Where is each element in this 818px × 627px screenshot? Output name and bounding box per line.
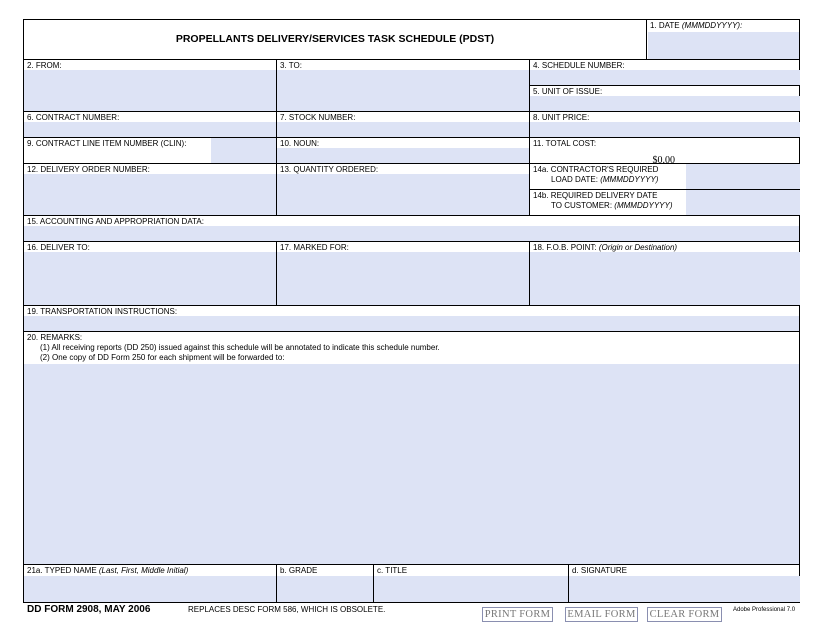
marked-for-label: 17. MARKED FOR:: [280, 243, 349, 252]
grade-label: b. GRADE: [280, 566, 318, 575]
accounting-label: 15. ACCOUNTING AND APPROPRIATION DATA:: [27, 217, 204, 226]
form-title: PROPELLANTS DELIVERY/SERVICES TASK SCHEDULE (PDST): [175, 33, 495, 45]
clear-form-button[interactable]: CLEAR FORM: [647, 607, 722, 622]
delivery-order-field[interactable]: [24, 174, 276, 215]
accounting-field[interactable]: [24, 226, 799, 241]
signature-label: d. SIGNATURE: [572, 566, 627, 575]
date-cell: [646, 20, 799, 59]
typed-name-field[interactable]: [24, 576, 276, 602]
required-delivery-label: 14b. REQUIRED DELIVERY DATE TO CUSTOMER: (MMMDDYYYY): [533, 191, 673, 210]
quantity-ordered-label: 13. QUANTITY ORDERED:: [280, 165, 379, 174]
email-form-button[interactable]: EMAIL FORM: [565, 607, 638, 622]
deliver-to-label: 16. DELIVER TO:: [27, 243, 90, 252]
deliver-row: [24, 242, 799, 306]
contractor-load-cell: [530, 164, 800, 190]
marked-for-cell: [276, 242, 529, 305]
marked-for-field[interactable]: [277, 252, 529, 305]
schedule-number-label: 4. SCHEDULE NUMBER:: [533, 61, 625, 70]
stock-number-cell: [276, 112, 529, 137]
from-to-row: [24, 60, 799, 112]
quantity-ordered-field[interactable]: [277, 174, 529, 215]
clin-field[interactable]: [211, 138, 276, 163]
title-label: c. TITLE: [377, 566, 408, 575]
quantity-ordered-cell: [276, 164, 529, 215]
signer-row: [24, 565, 799, 602]
contract-number-cell: [24, 112, 276, 137]
total-cost-value: $0.00: [652, 155, 675, 166]
delivery-order-cell: [24, 164, 276, 215]
clin-cell: [24, 138, 276, 163]
required-delivery-field[interactable]: [686, 190, 800, 215]
transport-field[interactable]: [24, 316, 799, 331]
required-delivery-cell: [530, 190, 800, 215]
total-cost-label: 11. TOTAL COST:: [533, 139, 597, 148]
accounting-row: [24, 216, 799, 242]
title-cell: [373, 565, 568, 602]
transport-row: [24, 306, 799, 332]
from-cell: [24, 60, 276, 111]
print-form-button[interactable]: PRINT FORM: [482, 607, 553, 622]
title-field[interactable]: [374, 576, 568, 602]
noun-field[interactable]: [277, 148, 529, 163]
unit-price-field[interactable]: [530, 122, 800, 137]
schedule-number-cell: [530, 60, 800, 86]
grade-cell: [276, 565, 373, 602]
contractor-load-field[interactable]: [686, 164, 800, 189]
stock-number-field[interactable]: [277, 122, 529, 137]
unit-of-issue-cell: [530, 86, 800, 111]
remarks-field[interactable]: [24, 364, 799, 564]
schedule-number-field[interactable]: [530, 70, 800, 85]
noun-label: 10. NOUN:: [280, 139, 320, 148]
form-id: DD FORM 2908, MAY 2006: [27, 604, 151, 615]
contract-row: [24, 112, 799, 138]
dates-cell: [529, 164, 799, 215]
software-note: Adobe Professional 7.0: [733, 607, 796, 613]
contractor-load-label: 14a. CONTRACTOR'S REQUIRED LOAD DATE: (MMMDDYYYY): [533, 165, 659, 184]
signature-cell: [568, 565, 799, 602]
fob-cell: [529, 242, 799, 305]
remarks-line-2: (2) One copy of DD Form 250 for each shipment will be forwarded to:: [40, 353, 285, 362]
deliver-to-cell: [24, 242, 276, 305]
unit-price-cell: [529, 112, 799, 137]
header-row: [24, 20, 799, 60]
contract-number-label: 6. CONTRACT NUMBER:: [27, 113, 120, 122]
to-cell: [276, 60, 529, 111]
clin-row: [24, 138, 799, 164]
deliver-to-field[interactable]: [24, 252, 276, 305]
clin-label: 9. CONTRACT LINE ITEM NUMBER (CLIN):: [27, 139, 187, 148]
schedule-unit-cell: [529, 60, 799, 111]
grade-field[interactable]: [277, 576, 373, 602]
stock-number-label: 7. STOCK NUMBER:: [280, 113, 356, 122]
to-field[interactable]: [277, 70, 529, 111]
fob-label: 18. F.O.B. POINT: (Origin or Destination): [533, 243, 678, 252]
unit-of-issue-field[interactable]: [530, 96, 800, 111]
remarks-line-1: (1) All receiving reports (DD 250) issued against this schedule will be annotated to indicate this schedule number.: [40, 343, 440, 352]
unit-price-label: 8. UNIT PRICE:: [533, 113, 590, 122]
signature-field[interactable]: [569, 576, 800, 602]
remarks-label: 20. REMARKS:: [27, 333, 83, 342]
date-label: 1. DATE (MMMDDYYYY):: [650, 21, 743, 30]
noun-cell: [276, 138, 529, 163]
replaces-note: REPLACES DESC FORM 586, WHICH IS OBSOLETE.: [188, 605, 386, 614]
total-cost-cell: [529, 138, 799, 166]
transport-label: 19. TRANSPORTATION INSTRUCTIONS:: [27, 307, 178, 316]
remarks-row: [24, 332, 799, 565]
delivery-order-row: [24, 164, 799, 216]
fob-field[interactable]: [530, 252, 800, 305]
unit-of-issue-label: 5. UNIT OF ISSUE:: [533, 87, 603, 96]
date-field[interactable]: [648, 32, 799, 59]
pdst-form: [23, 19, 800, 603]
typed-name-cell: [24, 565, 276, 602]
contract-number-field[interactable]: [24, 122, 276, 137]
from-label: 2. FROM:: [27, 61, 62, 70]
typed-name-label: 21a. TYPED NAME (Last, First, Middle Initial): [27, 566, 189, 575]
to-label: 3. TO:: [280, 61, 302, 70]
delivery-order-label: 12. DELIVERY ORDER NUMBER:: [27, 165, 150, 174]
from-field[interactable]: [24, 70, 276, 111]
